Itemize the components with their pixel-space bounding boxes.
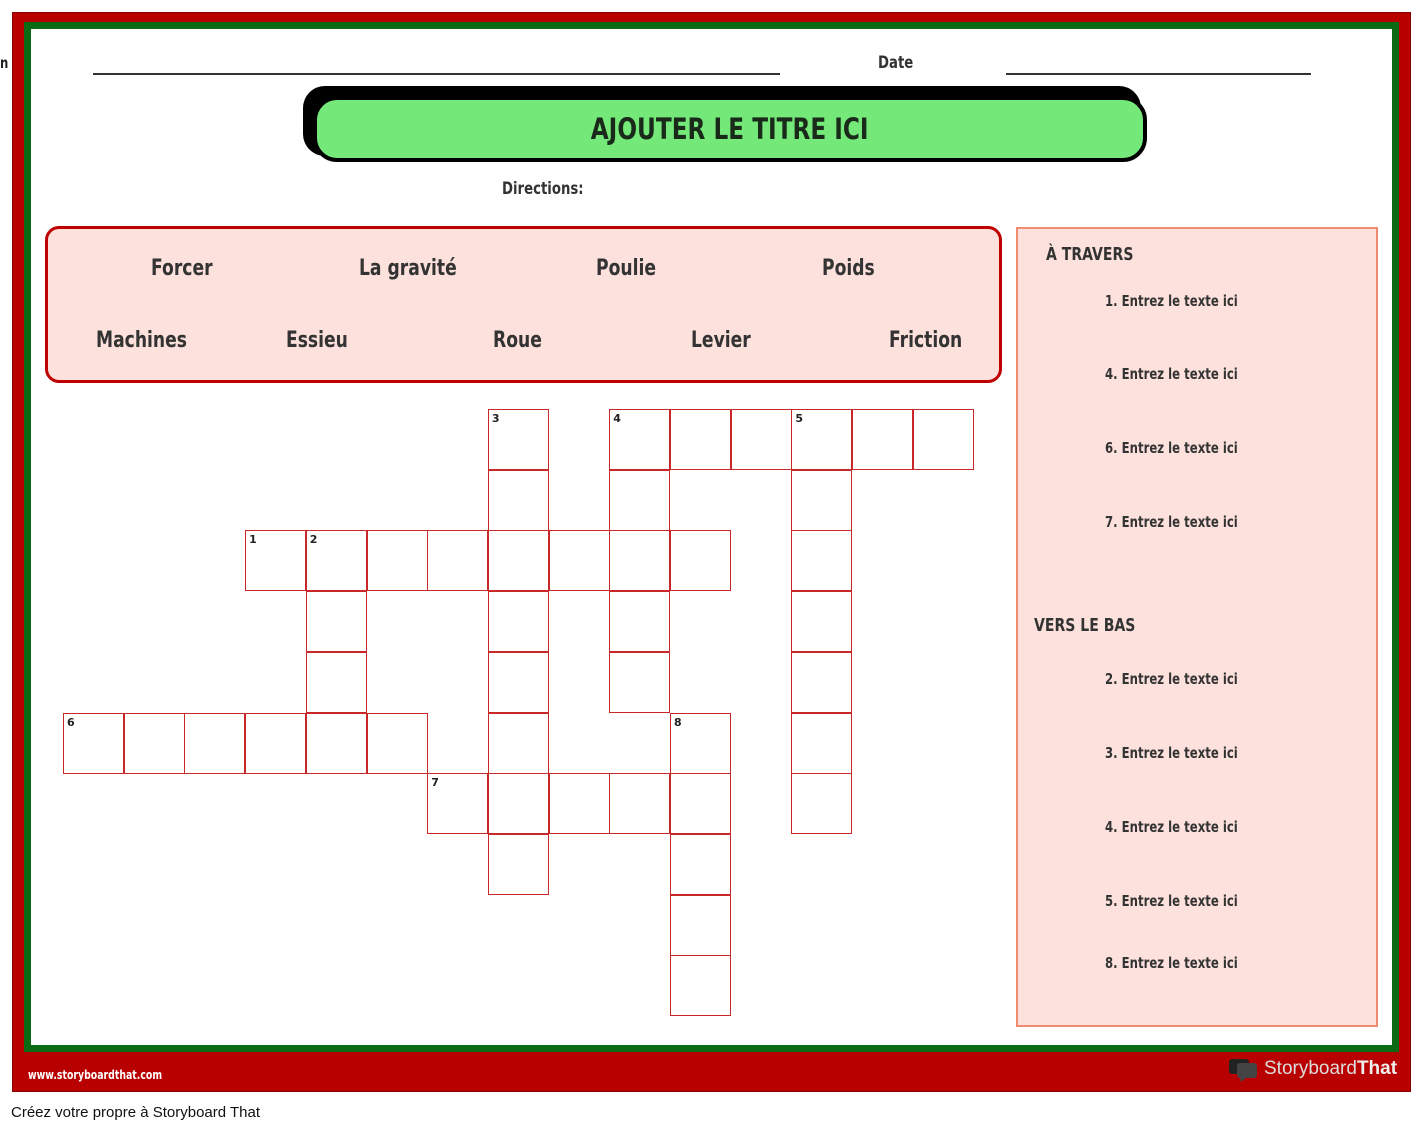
down-clue[interactable]: 4. Entrez le texte ici (1105, 818, 1238, 836)
crossword-cell[interactable] (670, 409, 731, 470)
crossword-cell[interactable] (913, 409, 974, 470)
crossword-cell[interactable] (852, 409, 913, 470)
name-label: n (0, 54, 9, 72)
crossword-cell[interactable] (63, 713, 124, 774)
crossword-cell[interactable] (367, 713, 428, 774)
crossword-cell[interactable] (791, 591, 852, 652)
down-heading: VERS LE BAS (1034, 615, 1136, 636)
crossword-cell[interactable] (670, 530, 731, 591)
crossword-cell[interactable] (670, 955, 731, 1016)
directions-label: Directions: (502, 179, 584, 199)
word-bank-item: Roue (493, 328, 542, 353)
crossword-cell[interactable] (306, 530, 367, 591)
across-clue[interactable]: 1. Entrez le texte ici (1105, 292, 1238, 310)
across-heading: À TRAVERS (1046, 244, 1134, 265)
word-bank-item: Machines (96, 328, 188, 353)
clue-number: 2 (309, 533, 318, 547)
crossword-cell[interactable] (791, 773, 852, 834)
clue-number: 7 (431, 776, 439, 790)
page-title: AJOUTER LE TITRE ICI (591, 112, 869, 146)
word-bank-item: Poids (822, 256, 875, 281)
clue-number: 3 (491, 412, 500, 425)
crossword-cell[interactable] (488, 773, 549, 834)
across-clue[interactable]: 4. Entrez le texte ici (1105, 365, 1238, 383)
down-clue[interactable]: 3. Entrez le texte ici (1105, 744, 1238, 762)
crossword-cell[interactable] (791, 652, 852, 713)
down-clue[interactable]: 2. Entrez le texte ici (1105, 670, 1238, 688)
date-label: Date (878, 53, 914, 73)
footer-url[interactable]: www.storyboardthat.com (28, 1068, 163, 1082)
crossword-cell[interactable] (367, 530, 428, 591)
crossword-cell[interactable] (609, 591, 670, 652)
crossword-cell[interactable] (609, 773, 670, 834)
crossword-cell[interactable] (791, 530, 852, 591)
crossword-cell[interactable] (488, 530, 549, 591)
across-clue[interactable]: 7. Entrez le texte ici (1105, 513, 1238, 531)
crossword-cell[interactable] (549, 530, 610, 591)
crossword-cell[interactable] (245, 713, 306, 774)
crossword-cell[interactable] (609, 652, 670, 713)
crossword-cell[interactable] (245, 530, 306, 591)
crossword-cell[interactable] (488, 834, 549, 895)
clue-number: 4 (613, 412, 621, 425)
date-line[interactable] (1006, 73, 1311, 75)
storyboardthat-logo[interactable] (1228, 1056, 1397, 1082)
name-line[interactable] (93, 73, 780, 75)
crossword-cell[interactable] (427, 773, 488, 834)
crossword-cell[interactable] (427, 530, 488, 591)
crossword-cell[interactable] (670, 713, 731, 774)
crossword-cell[interactable] (488, 470, 549, 531)
word-bank-item: Levier (691, 328, 751, 353)
crossword-cell[interactable] (306, 652, 367, 713)
crossword-cell[interactable] (488, 591, 549, 652)
speech-bubble-icon (1228, 1056, 1258, 1082)
crossword-cell[interactable] (670, 895, 731, 956)
crossword-cell[interactable] (731, 409, 792, 470)
word-bank-item: La gravité (359, 256, 457, 281)
crossword-cell[interactable] (306, 713, 367, 774)
crossword-cell[interactable] (670, 834, 731, 895)
crossword-cell[interactable] (184, 713, 245, 774)
crossword-cell[interactable] (791, 470, 852, 531)
word-bank (45, 226, 1002, 383)
crossword-cell[interactable] (306, 591, 367, 652)
crossword-cell[interactable] (609, 530, 670, 591)
crossword-cell[interactable] (791, 409, 852, 470)
clue-number: 1 (249, 533, 257, 547)
clue-number: 8 (674, 715, 682, 729)
crossword-cell[interactable] (488, 652, 549, 713)
clue-number: 5 (795, 412, 804, 425)
logo-text: StoryboardThat (1264, 1058, 1398, 1079)
crossword-cell[interactable] (609, 409, 670, 470)
crossword-cell[interactable] (609, 470, 670, 531)
crossword-cell[interactable] (791, 713, 852, 774)
down-clue[interactable]: 5. Entrez le texte ici (1105, 892, 1238, 910)
word-bank-item: Poulie (596, 256, 656, 281)
clue-number: 6 (67, 715, 75, 729)
crossword-cell[interactable] (488, 409, 549, 470)
crossword-cell[interactable] (670, 773, 731, 834)
word-bank-item: Essieu (286, 328, 348, 353)
bottom-credit[interactable]: Créez votre propre à Storyboard That (11, 1104, 261, 1121)
crossword-cell[interactable] (488, 713, 549, 774)
title-wrapper (313, 96, 1147, 162)
word-bank-item: Friction (889, 328, 963, 353)
word-bank-item: Forcer (151, 256, 213, 281)
down-clue[interactable]: 8. Entrez le texte ici (1105, 954, 1238, 972)
crossword-cell[interactable] (549, 773, 610, 834)
across-clue[interactable]: 6. Entrez le texte ici (1105, 439, 1238, 457)
crossword-cell[interactable] (124, 713, 185, 774)
